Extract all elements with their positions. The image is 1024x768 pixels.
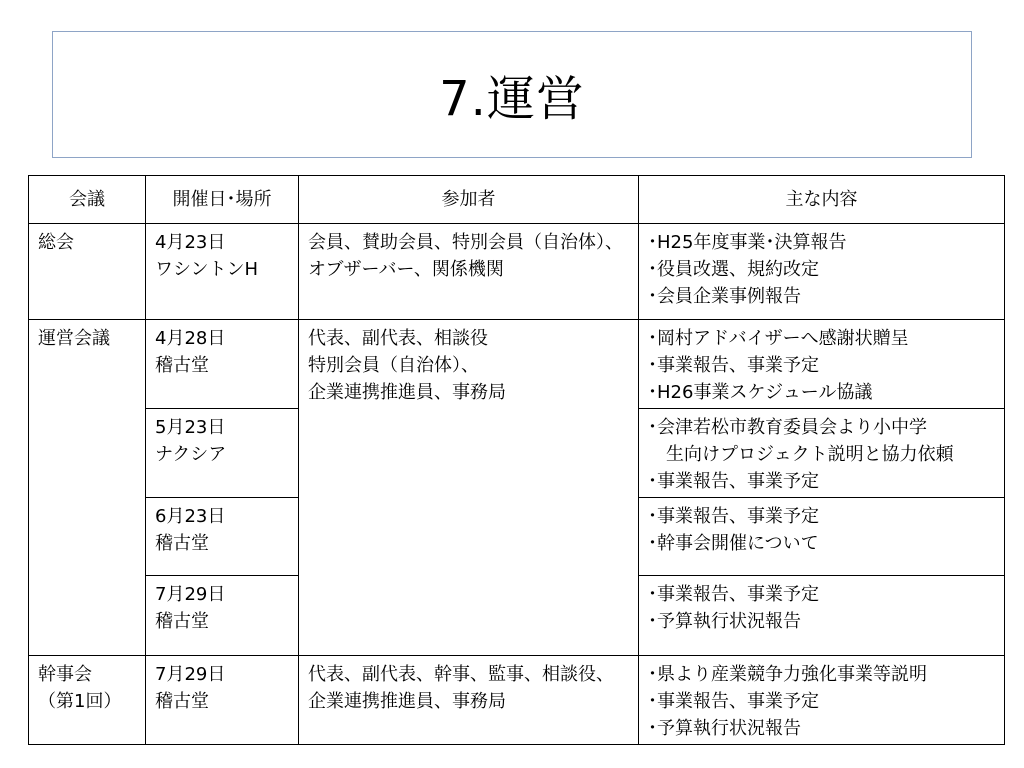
place-text: 稽古堂	[155, 691, 209, 712]
date-text: 4月23日	[155, 232, 226, 253]
meeting-name: 幹事会	[38, 664, 92, 685]
date-cell	[146, 576, 299, 656]
meeting-cell	[29, 320, 146, 656]
date-cell	[146, 409, 299, 498]
content-cell	[639, 576, 1005, 656]
meeting-name: 運営会議	[38, 328, 110, 349]
meeting-cell	[29, 224, 146, 320]
content-line: ･H25年度事業･決算報告	[648, 232, 847, 253]
content-line: ･事業報告、事業予定	[648, 506, 819, 527]
place-text: 稽古堂	[155, 533, 209, 554]
date-text: 7月29日	[155, 584, 226, 605]
meeting-cell	[29, 656, 146, 745]
table-header-row	[29, 176, 1005, 224]
date-cell	[146, 656, 299, 745]
content-line: ･事業報告、事業予定	[648, 584, 819, 605]
meeting-name: 総会	[38, 232, 74, 253]
header-content: 主な内容	[639, 176, 1005, 224]
date-text: 4月28日	[155, 328, 226, 349]
date-cell	[146, 498, 299, 576]
content-line: ･予算執行状況報告	[648, 611, 801, 632]
content-cell	[639, 224, 1005, 320]
content-cell	[639, 656, 1005, 745]
date-text: 5月23日	[155, 417, 226, 438]
content-cell	[639, 498, 1005, 576]
table-row	[29, 224, 1005, 320]
date-cell	[146, 320, 299, 409]
participants-text: 会員、賛助会員、特別会員（自治体）、オブザーバー、関係機関	[308, 232, 623, 280]
content-line: ･事業報告、事業予定	[648, 471, 819, 492]
participants-text: 代表、副代表、幹事、監事、相談役、企業連携推進員、事務局	[308, 664, 614, 712]
participants-line: 企業連携推進員、事務局	[308, 382, 506, 403]
content-line: ･会員企業事例報告	[648, 286, 801, 307]
content-line: ･予算執行状況報告	[648, 718, 801, 739]
participants-line: 代表、副代表、相談役	[308, 328, 488, 349]
content-line: 生向けプロジェクト説明と協力依頼	[648, 444, 954, 465]
table-row	[29, 320, 1005, 409]
participants-cell	[299, 224, 639, 320]
slide-title: 7.運営	[439, 71, 585, 127]
meeting-subname: （第1回）	[38, 691, 122, 712]
place-text: 稽古堂	[155, 611, 209, 632]
meeting-table	[28, 175, 1005, 745]
content-line: ･H26事業スケジュール協議	[648, 382, 873, 403]
content-line: ･事業報告、事業予定	[648, 691, 819, 712]
date-text: 6月23日	[155, 506, 226, 527]
participants-cell	[299, 656, 639, 745]
header-date-place: 開催日･場所	[146, 176, 299, 224]
content-line: ･会津若松市教育委員会より小中学	[648, 417, 927, 438]
content-cell	[639, 320, 1005, 409]
header-meeting: 会議	[29, 176, 146, 224]
participants-line: 特別会員（自治体）、	[308, 355, 479, 376]
place-text: 稽古堂	[155, 355, 209, 376]
content-line: ･幹事会開催について	[648, 533, 819, 554]
participants-cell	[299, 320, 639, 656]
content-line: ･県より産業競争力強化事業等説明	[648, 664, 927, 685]
header-participants: 参加者	[299, 176, 639, 224]
table-row	[29, 656, 1005, 745]
content-line: ･事業報告、事業予定	[648, 355, 819, 376]
content-cell	[639, 409, 1005, 498]
content-line: ･役員改選、規約改定	[648, 259, 819, 280]
content-line: ･岡村アドバイザーへ感謝状贈呈	[648, 328, 909, 349]
place-text: ワシントンH	[155, 259, 259, 280]
place-text: ナクシア	[155, 444, 227, 465]
slide-title-box	[52, 31, 972, 158]
date-text: 7月29日	[155, 664, 226, 685]
date-cell	[146, 224, 299, 320]
